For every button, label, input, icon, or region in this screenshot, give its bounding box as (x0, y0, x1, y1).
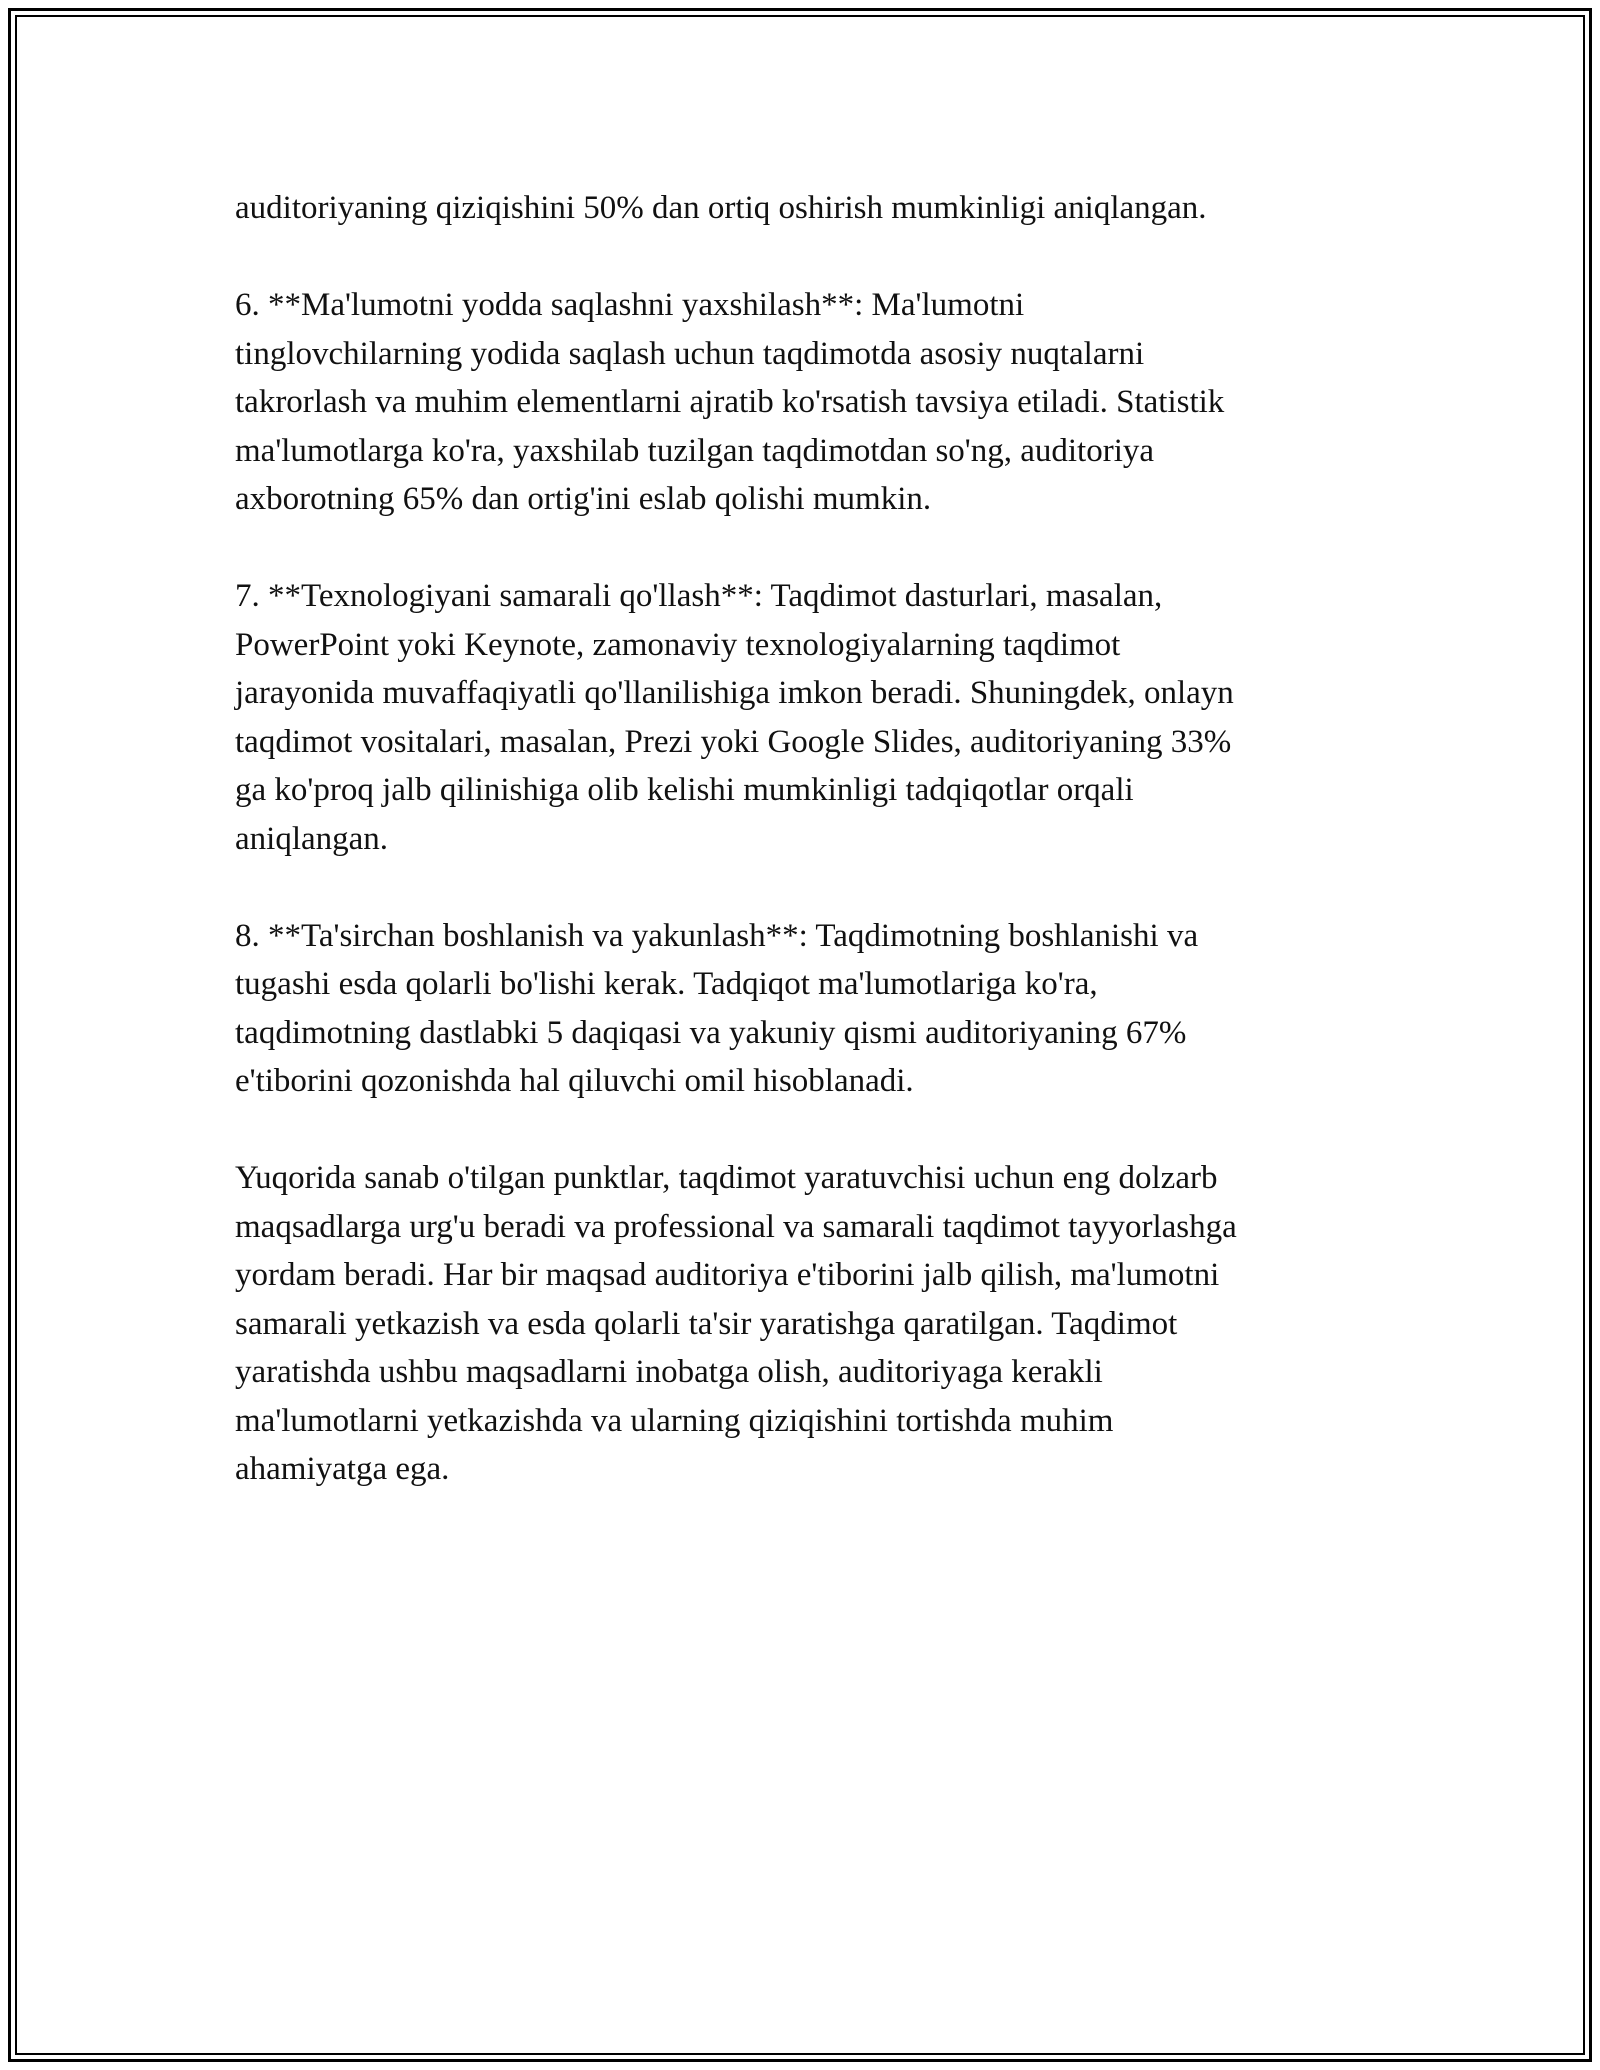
paragraph-item-8: 8. **Ta'sirchan boshlanish va yakunlash**: Taqdimotning boshlanishi va tugashi esda qolarli bo'lishi kerak. Tadqiqot ma'lumotlariga ko'ra, taqdimotning dastlabki 5 daqiqasi va yakuniy qismi auditoriyaning 67% e'tiborini qozonishda hal qiluvchi omil hisoblanadi. (235, 917, 1199, 1099)
paragraph-continuation: auditoriyaning qiziqishini 50% dan ortiq oshirish mumkinligi aniqlangan. (235, 190, 1207, 226)
document-body (235, 184, 1365, 1542)
paragraph-conclusion: Yuqorida sanab o'tilgan punktlar, taqdimot yaratuvchisi uchun eng dolzarb maqsadlarga urg'u beradi va professional va samarali taqdimot tayyorlashga yordam beradi. Har bir maqsad auditoriya e'tiborini jalb qilish, ma'lumotni samarali yetkazish va esda qolarli ta'sir yaratishga qaratilgan. Taqdimot yaratishda ushbu maqsadlarni inobatga olish, auditoriyaga kerakli ma'lumotlarni yetkazishda va ularning qiziqishini tortishda muhim ahamiyatga ega. (235, 1160, 1237, 1487)
paragraph-item-6: 6. **Ma'lumotni yodda saqlashni yaxshilash**: Ma'lumotni tinglovchilarning yodida saqlash uchun taqdimotda asosiy nuqtalarni takrorlash va muhim elementlarni ajratib ko'rsatish tavsiya etiladi. Statistik ma'lumotlarga ko'ra, yaxshilab tuzilgan taqdimotdan so'ng, auditoriya axborotning 65% dan ortig'ini eslab qolishi mumkin. (235, 287, 1225, 517)
paragraph-item-7: 7. **Texnologiyani samarali qo'llash**: Taqdimot dasturlari, masalan, PowerPoint yoki Keynote, zamonaviy texnologiyalarning taqdimot jarayonida muvaffaqiyatli qo'llanilishiga imkon beradi. Shuningdek, onlayn taqdimot vositalari, masalan, Prezi yoki Google Slides, auditoriyaning 33% ga ko'proq jalb qilinishiga olib kelishi mumkinligi tadqiqotlar orqali aniqlangan. (235, 578, 1234, 857)
